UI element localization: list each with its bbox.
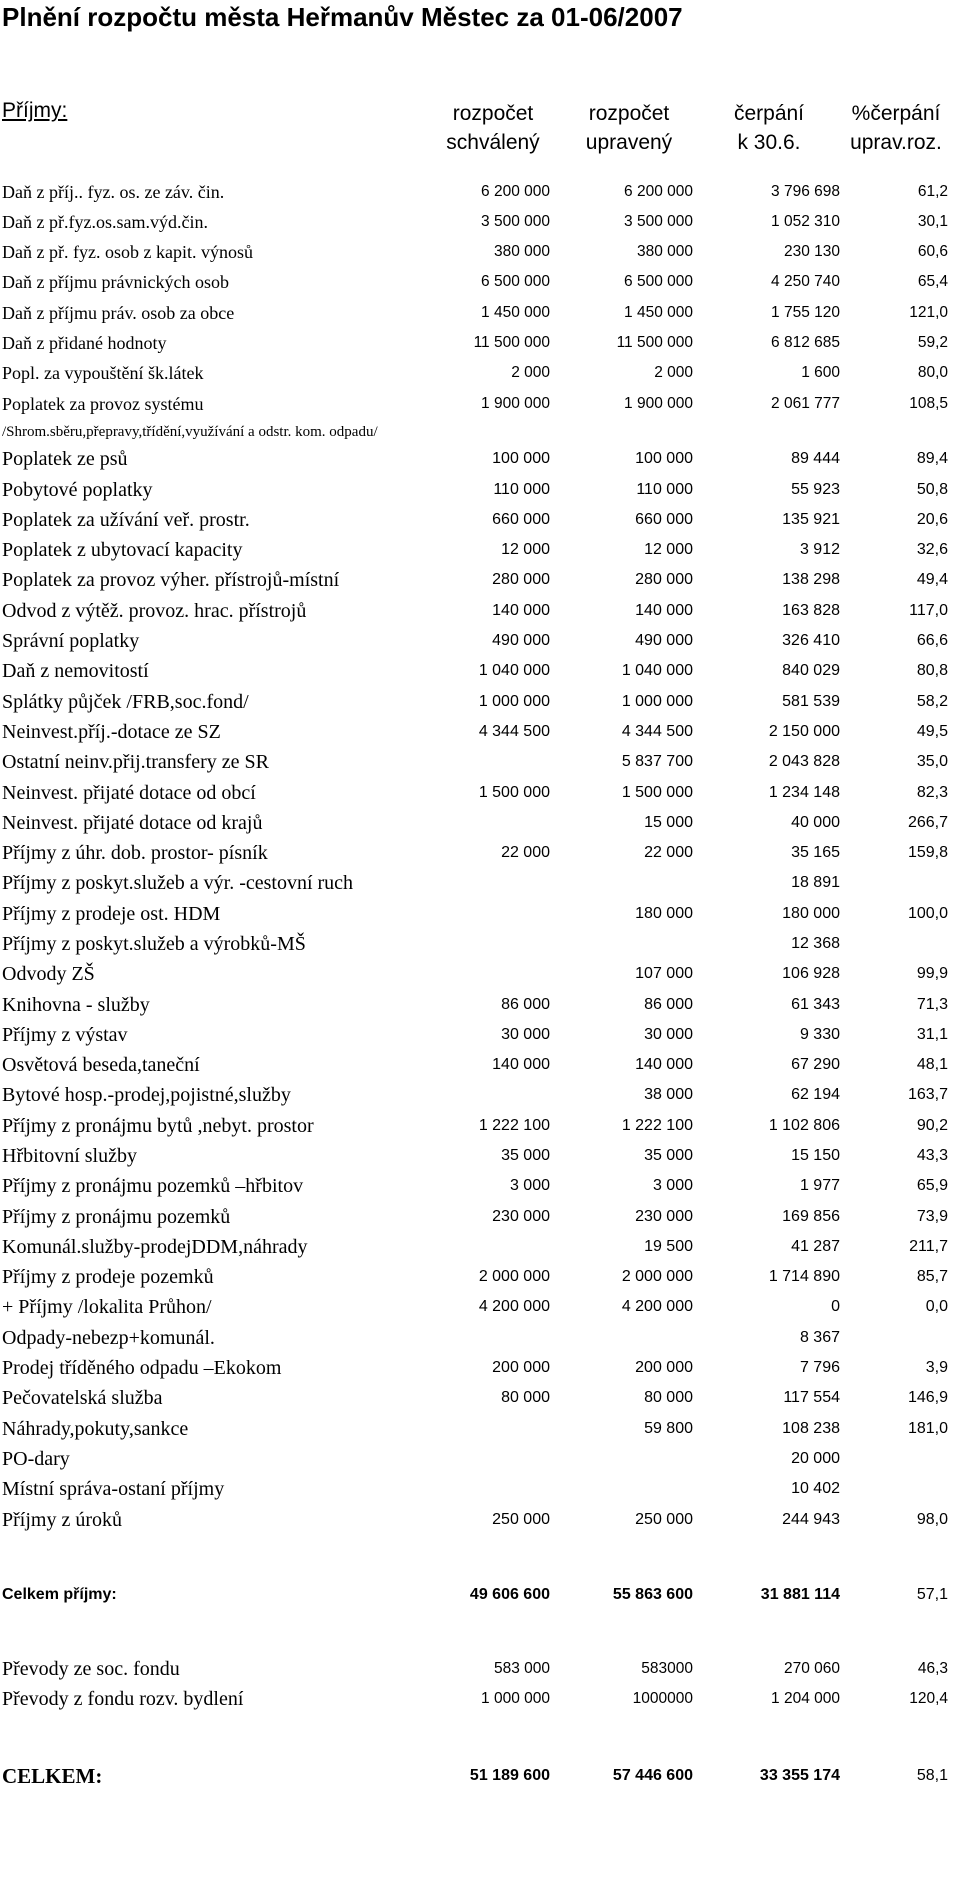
table-row <box>0 267 960 297</box>
spent-cell: 0 <box>831 1298 840 1315</box>
row-label: Daň z přidané hodnoty <box>2 333 167 353</box>
table-row <box>0 1580 960 1610</box>
table-row <box>0 1171 960 1201</box>
percent-cell: 90,2 <box>916 1117 948 1134</box>
approved-budget-cell: 2 000 000 <box>478 1268 550 1285</box>
spent-cell: 180 000 <box>782 905 840 922</box>
row-label: Odvody ZŠ <box>2 963 95 985</box>
table-row <box>0 778 960 808</box>
table-row <box>0 358 960 388</box>
row-label: Neinvest. přijaté dotace od obcí <box>2 782 256 804</box>
spent-cell: 9 330 <box>799 1026 840 1043</box>
row-label: Prodej tříděného odpadu –Ekokom <box>2 1357 282 1379</box>
approved-budget-cell: 3 000 <box>509 1177 550 1194</box>
approved-budget-cell: 380 000 <box>493 243 550 260</box>
adjusted-budget-cell: 57 446 600 <box>612 1767 693 1784</box>
table-row <box>0 389 960 419</box>
spent-cell: 108 238 <box>782 1420 840 1437</box>
table-row <box>0 929 960 959</box>
percent-cell: 89,4 <box>916 450 948 467</box>
spent-cell: 89 444 <box>791 450 840 467</box>
table-row <box>0 808 960 838</box>
table-row <box>0 959 960 989</box>
percent-cell: 108,5 <box>909 395 948 412</box>
spent-cell: 1 204 000 <box>771 1690 840 1707</box>
adjusted-budget-cell: 140 000 <box>635 1056 693 1073</box>
percent-cell: 30,1 <box>917 213 948 230</box>
approved-budget-cell: 110 000 <box>493 481 550 498</box>
table-row <box>0 1761 960 1791</box>
percent-cell: 61,2 <box>917 183 948 200</box>
spent-cell: 62 194 <box>791 1086 840 1103</box>
percent-cell: 58,2 <box>916 693 948 710</box>
row-label: Daň z př.fyz.os.sam.výd.čin. <box>2 212 208 232</box>
table-row <box>0 1111 960 1141</box>
row-label: Knihovna - služby <box>2 994 150 1016</box>
row-label: Neinvest.příj.-dotace ze SZ <box>2 721 221 743</box>
adjusted-budget-cell: 11 500 000 <box>616 334 693 351</box>
spent-cell: 6 812 685 <box>771 334 840 351</box>
table-row <box>0 475 960 505</box>
row-label: Příjmy z poskyt.služeb a výrobků-MŠ <box>2 933 306 955</box>
table-row <box>0 596 960 626</box>
row-label: Poplatek za provoz výher. přístrojů-místní <box>2 569 340 591</box>
percent-cell: 159,8 <box>907 844 948 861</box>
table-row <box>0 747 960 777</box>
percent-cell: 73,9 <box>916 1208 948 1225</box>
table-row <box>0 838 960 868</box>
adjusted-budget-cell: 660 000 <box>635 511 693 528</box>
adjusted-budget-cell: 1 222 100 <box>621 1117 693 1134</box>
percent-cell: 58,1 <box>916 1767 948 1784</box>
percent-cell: 31,1 <box>916 1026 948 1043</box>
table-row <box>0 990 960 1020</box>
col-percent-header-line1: %čerpání <box>851 102 941 125</box>
adjusted-budget-cell: 250 000 <box>635 1511 693 1528</box>
spent-cell: 4 250 740 <box>771 273 840 290</box>
row-label: PO-dary <box>2 1448 70 1470</box>
row-label: + Příjmy /lokalita Průhon/ <box>2 1296 212 1318</box>
table-row <box>0 899 960 929</box>
percent-cell: 66,6 <box>916 632 948 649</box>
table-row <box>0 298 960 328</box>
spent-cell: 581 539 <box>782 693 840 710</box>
row-label: Daň z nemovitostí <box>2 660 149 682</box>
row-label: Poplatek z ubytovací kapacity <box>2 539 243 561</box>
percent-cell: 65,9 <box>916 1177 948 1194</box>
spent-cell: 1 052 310 <box>771 213 840 230</box>
percent-cell: 60,6 <box>917 243 948 260</box>
approved-budget-cell: 1 040 000 <box>478 662 550 679</box>
approved-budget-cell: 100 000 <box>492 450 550 467</box>
spent-cell: 1 600 <box>801 364 840 381</box>
adjusted-budget-cell: 86 000 <box>644 996 693 1013</box>
row-label: Místní správa-ostaní příjmy <box>2 1478 225 1500</box>
table-row <box>0 237 960 267</box>
adjusted-budget-cell: 12 000 <box>644 541 693 558</box>
percent-cell: 3,9 <box>925 1359 948 1376</box>
col-percent-header-line2: uprav.roz. <box>850 131 942 154</box>
table-row <box>0 328 960 358</box>
row-label: Příjmy z prodeje ost. HDM <box>2 903 221 925</box>
adjusted-budget-cell: 583000 <box>641 1660 693 1677</box>
col-spent-header-line1: čerpání <box>733 102 805 125</box>
row-label: Příjmy z pronájmu bytů ,nebyt. prostor <box>2 1115 314 1137</box>
adjusted-budget-cell: 4 200 000 <box>621 1298 693 1315</box>
table-row <box>0 1505 960 1535</box>
adjusted-budget-cell: 110 000 <box>636 481 693 498</box>
adjusted-budget-cell: 3 000 <box>652 1177 693 1194</box>
spent-cell: 61 343 <box>791 996 840 1013</box>
table-row <box>0 1684 960 1714</box>
table-row <box>0 1444 960 1474</box>
row-label: Hřbitovní služby <box>2 1145 137 1167</box>
table-row <box>0 1353 960 1383</box>
percent-cell: 32,6 <box>916 541 948 558</box>
table-row <box>0 207 960 237</box>
percent-cell: 211,7 <box>909 1238 948 1255</box>
row-label: Příjmy z pronájmu pozemků –hřbitov <box>2 1175 304 1197</box>
adjusted-budget-cell: 30 000 <box>644 1026 693 1043</box>
spent-cell: 1 234 148 <box>768 784 840 801</box>
table-row <box>0 1383 960 1413</box>
spent-cell: 117 554 <box>783 1389 840 1406</box>
table-row <box>0 1292 960 1322</box>
percent-cell: 146,9 <box>907 1389 948 1406</box>
adjusted-budget-cell: 107 000 <box>635 965 693 982</box>
percent-cell: 35,0 <box>916 753 948 770</box>
approved-budget-cell: 660 000 <box>492 511 550 528</box>
spent-cell: 169 856 <box>782 1208 840 1225</box>
adjusted-budget-cell: 380 000 <box>636 243 693 260</box>
spent-cell: 3 912 <box>799 541 840 558</box>
spent-cell: 230 130 <box>783 243 840 260</box>
row-label: Příjmy z prodeje pozemků <box>2 1266 214 1288</box>
approved-budget-cell: 280 000 <box>492 571 550 588</box>
percent-cell: 121,0 <box>909 304 948 321</box>
spent-cell: 10 402 <box>791 1480 840 1497</box>
spent-cell: 1 102 806 <box>768 1117 840 1134</box>
row-label: Příjmy z poskyt.služeb a výr. -cestovní ruch <box>2 872 354 894</box>
approved-budget-cell: 4 200 000 <box>478 1298 550 1315</box>
approved-budget-cell: 3 500 000 <box>481 213 550 230</box>
spent-cell: 20 000 <box>791 1450 840 1467</box>
approved-budget-cell: 1 450 000 <box>481 304 550 321</box>
approved-budget-cell: 1 900 000 <box>481 395 550 412</box>
approved-budget-cell: 80 000 <box>501 1389 550 1406</box>
adjusted-budget-cell: 1 900 000 <box>624 395 693 412</box>
percent-cell: 49,5 <box>916 723 948 740</box>
percent-cell: 98,0 <box>916 1511 948 1528</box>
row-label: Příjmy z výstav <box>2 1024 128 1046</box>
row-label: Odpady-nebezp+komunál. <box>2 1327 215 1349</box>
approved-budget-cell: 250 000 <box>492 1511 550 1528</box>
spent-cell: 840 029 <box>782 662 840 679</box>
adjusted-budget-cell: 1 500 000 <box>621 784 693 801</box>
row-label: CELKEM: <box>2 1764 103 1788</box>
row-label: Daň z příjmu právnických osob <box>2 272 229 292</box>
row-label: Pečovatelská služba <box>2 1387 163 1409</box>
approved-budget-cell: 49 606 600 <box>469 1586 550 1603</box>
row-label: Poplatek ze psů <box>2 448 128 470</box>
spent-cell: 2 061 777 <box>771 395 840 412</box>
spent-cell: 40 000 <box>791 814 840 831</box>
percent-cell: 0,0 <box>925 1298 948 1315</box>
approved-budget-cell: 6 500 000 <box>481 273 550 290</box>
row-label: Převody ze soc. fondu <box>2 1658 180 1680</box>
table-row <box>0 565 960 595</box>
row-label: Daň z příjmu práv. osob za obce <box>2 303 235 323</box>
approved-budget-cell: 4 344 500 <box>478 723 550 740</box>
percent-cell: 49,4 <box>916 571 948 588</box>
table-row <box>0 1232 960 1262</box>
spent-cell: 138 298 <box>782 571 840 588</box>
table-row <box>0 444 960 474</box>
adjusted-budget-cell: 1 450 000 <box>624 304 693 321</box>
col-approved-header-line1: rozpočet <box>452 102 534 125</box>
approved-budget-cell: 230 000 <box>492 1208 550 1225</box>
approved-budget-cell: 12 000 <box>501 541 550 558</box>
percent-cell: 163,7 <box>907 1086 948 1103</box>
row-label: Ostatní neinv.přij.transfery ze SR <box>2 751 269 773</box>
approved-budget-cell: 1 500 000 <box>478 784 550 801</box>
adjusted-budget-cell: 38 000 <box>644 1086 693 1103</box>
spent-cell: 35 165 <box>791 844 840 861</box>
percent-cell: 85,7 <box>916 1268 948 1285</box>
row-label: Osvětová beseda,taneční <box>2 1054 200 1076</box>
page-title: Plnění rozpočtu města Heřmanův Městec za 01-06/2007 <box>2 2 683 32</box>
row-label: Bytové hosp.-prodej,pojistné,služby <box>2 1084 291 1106</box>
spent-cell: 163 828 <box>782 602 840 619</box>
table-row <box>0 417 960 447</box>
row-label: Poplatek za provoz systému <box>2 394 204 414</box>
spent-cell: 1 977 <box>799 1177 840 1194</box>
adjusted-budget-cell: 6 500 000 <box>624 273 693 290</box>
spent-cell: 67 290 <box>791 1056 840 1073</box>
table-row <box>0 656 960 686</box>
approved-budget-cell: 51 189 600 <box>469 1767 550 1784</box>
row-label: Daň z př. fyz. osob z kapit. výnosů <box>2 242 253 262</box>
percent-cell: 117,0 <box>909 602 948 619</box>
adjusted-budget-cell: 15 000 <box>644 814 693 831</box>
adjusted-budget-cell: 2 000 <box>654 364 693 381</box>
row-label: Popl. za vypouštění šk.látek <box>2 363 204 383</box>
percent-cell: 48,1 <box>916 1056 948 1073</box>
adjusted-budget-cell: 1000000 <box>632 1690 693 1707</box>
table-row <box>0 535 960 565</box>
approved-budget-cell: 200 000 <box>492 1359 550 1376</box>
spent-cell: 326 410 <box>782 632 840 649</box>
percent-cell: 43,3 <box>916 1147 948 1164</box>
table-row <box>0 1262 960 1292</box>
row-label: Náhrady,pokuty,sankce <box>2 1418 189 1440</box>
adjusted-budget-cell: 200 000 <box>635 1359 693 1376</box>
adjusted-budget-cell: 230 000 <box>635 1208 693 1225</box>
adjusted-budget-cell: 490 000 <box>635 632 693 649</box>
adjusted-budget-cell: 35 000 <box>644 1147 693 1164</box>
adjusted-budget-cell: 4 344 500 <box>621 723 693 740</box>
adjusted-budget-cell: 55 863 600 <box>612 1586 693 1603</box>
spent-cell: 135 921 <box>782 511 840 528</box>
row-label: Splátky půjček /FRB,soc.fond/ <box>2 691 249 713</box>
table-row <box>0 687 960 717</box>
adjusted-budget-cell: 180 000 <box>635 905 693 922</box>
spent-cell: 270 060 <box>783 1660 840 1677</box>
percent-cell: 80,8 <box>916 662 948 679</box>
table-row <box>0 1654 960 1684</box>
percent-cell: 82,3 <box>916 784 948 801</box>
row-label: Komunál.služby-prodejDDM,náhrady <box>2 1236 308 1258</box>
percent-cell: 266,7 <box>907 814 948 831</box>
table-row <box>0 1050 960 1080</box>
adjusted-budget-cell: 140 000 <box>635 602 693 619</box>
table-row <box>0 1020 960 1050</box>
row-label: Odvod z výtěž. provoz. hrac. přístrojů <box>2 600 307 622</box>
table-row <box>0 1141 960 1171</box>
adjusted-budget-cell: 100 000 <box>635 450 693 467</box>
table-row <box>0 505 960 535</box>
adjusted-budget-cell: 1 040 000 <box>621 662 693 679</box>
adjusted-budget-cell: 80 000 <box>644 1389 693 1406</box>
adjusted-budget-cell: 6 200 000 <box>624 183 693 200</box>
table-row <box>0 1323 960 1353</box>
spent-cell: 31 881 114 <box>760 1586 840 1603</box>
row-label: Daň z příj.. fyz. os. ze záv. čin. <box>2 182 225 202</box>
row-label: Pobytové poplatky <box>2 479 153 501</box>
adjusted-budget-cell: 19 500 <box>644 1238 693 1255</box>
percent-cell: 181,0 <box>907 1420 948 1437</box>
percent-cell: 20,6 <box>916 511 948 528</box>
percent-cell: 50,8 <box>916 481 948 498</box>
spent-cell: 55 923 <box>791 481 840 498</box>
row-label: Příjmy z úhr. dob. prostor- písník <box>2 842 268 864</box>
adjusted-budget-cell: 5 837 700 <box>621 753 693 770</box>
row-label: Příjmy z úroků <box>2 1509 122 1531</box>
approved-budget-cell: 30 000 <box>501 1026 550 1043</box>
approved-budget-cell: 2 000 <box>511 364 550 381</box>
percent-cell: 120,4 <box>909 1690 948 1707</box>
percent-cell: 65,4 <box>917 273 948 290</box>
row-label: Poplatek za užívání veř. prostr. <box>2 509 250 531</box>
percent-cell: 46,3 <box>917 1660 948 1677</box>
income-section-label: Příjmy: <box>2 99 68 122</box>
table-row <box>0 626 960 656</box>
percent-cell: 99,9 <box>916 965 948 982</box>
table-row <box>0 177 960 207</box>
spent-cell: 12 368 <box>791 935 840 952</box>
spent-cell: 7 796 <box>799 1359 840 1376</box>
row-label: Převody z fondu rozv. bydlení <box>2 1688 244 1710</box>
percent-cell: 80,0 <box>917 364 948 381</box>
approved-budget-cell: 583 000 <box>493 1660 550 1677</box>
spent-cell: 2 043 828 <box>768 753 840 770</box>
row-label: /Shrom.sběru,přepravy,třídění,využívání a odstr. kom. odpadu/ <box>2 424 378 440</box>
percent-cell: 59,2 <box>917 334 948 351</box>
row-label: Celkem příjmy: <box>2 1586 117 1603</box>
spent-cell: 1 714 890 <box>768 1268 840 1285</box>
percent-cell: 57,1 <box>916 1586 948 1603</box>
approved-budget-cell: 86 000 <box>501 996 550 1013</box>
table-row <box>0 1080 960 1110</box>
col-adjusted-header-line1: rozpočet <box>588 102 670 125</box>
row-label: Příjmy z pronájmu pozemků <box>2 1206 231 1228</box>
percent-cell: 71,3 <box>916 996 948 1013</box>
adjusted-budget-cell: 3 500 000 <box>624 213 693 230</box>
table-row <box>0 1414 960 1444</box>
approved-budget-cell: 1 000 000 <box>478 693 550 710</box>
spent-cell: 1 755 120 <box>771 304 840 321</box>
spent-cell: 3 796 698 <box>771 183 840 200</box>
adjusted-budget-cell: 280 000 <box>635 571 693 588</box>
col-spent-header-line2: k 30.6. <box>737 131 801 154</box>
row-label: Neinvest. přijaté dotace od krajů <box>2 812 263 834</box>
approved-budget-cell: 490 000 <box>492 632 550 649</box>
approved-budget-cell: 6 200 000 <box>481 183 550 200</box>
approved-budget-cell: 140 000 <box>492 602 550 619</box>
adjusted-budget-cell: 1 000 000 <box>621 693 693 710</box>
spent-cell: 33 355 174 <box>759 1767 840 1784</box>
adjusted-budget-cell: 59 800 <box>644 1420 693 1437</box>
approved-budget-cell: 35 000 <box>501 1147 550 1164</box>
table-row <box>0 1202 960 1232</box>
adjusted-budget-cell: 22 000 <box>644 844 693 861</box>
percent-cell: 100,0 <box>907 905 948 922</box>
spent-cell: 106 928 <box>782 965 840 982</box>
spent-cell: 18 891 <box>791 874 840 891</box>
table-row <box>0 868 960 898</box>
approved-budget-cell: 1 222 100 <box>478 1117 550 1134</box>
adjusted-budget-cell: 2 000 000 <box>621 1268 693 1285</box>
approved-budget-cell: 140 000 <box>492 1056 550 1073</box>
spent-cell: 244 943 <box>782 1511 840 1528</box>
approved-budget-cell: 11 500 000 <box>473 334 550 351</box>
row-label: Správní poplatky <box>2 630 140 652</box>
col-approved-header-line2: schválený <box>446 131 540 154</box>
approved-budget-cell: 1 000 000 <box>481 1690 550 1707</box>
spent-cell: 2 150 000 <box>768 723 840 740</box>
col-adjusted-header-line2: upravený <box>585 131 673 154</box>
spent-cell: 15 150 <box>791 1147 840 1164</box>
spent-cell: 8 367 <box>799 1329 840 1346</box>
approved-budget-cell: 22 000 <box>501 844 550 861</box>
table-row <box>0 1474 960 1504</box>
spent-cell: 41 287 <box>791 1238 840 1255</box>
table-row <box>0 717 960 747</box>
